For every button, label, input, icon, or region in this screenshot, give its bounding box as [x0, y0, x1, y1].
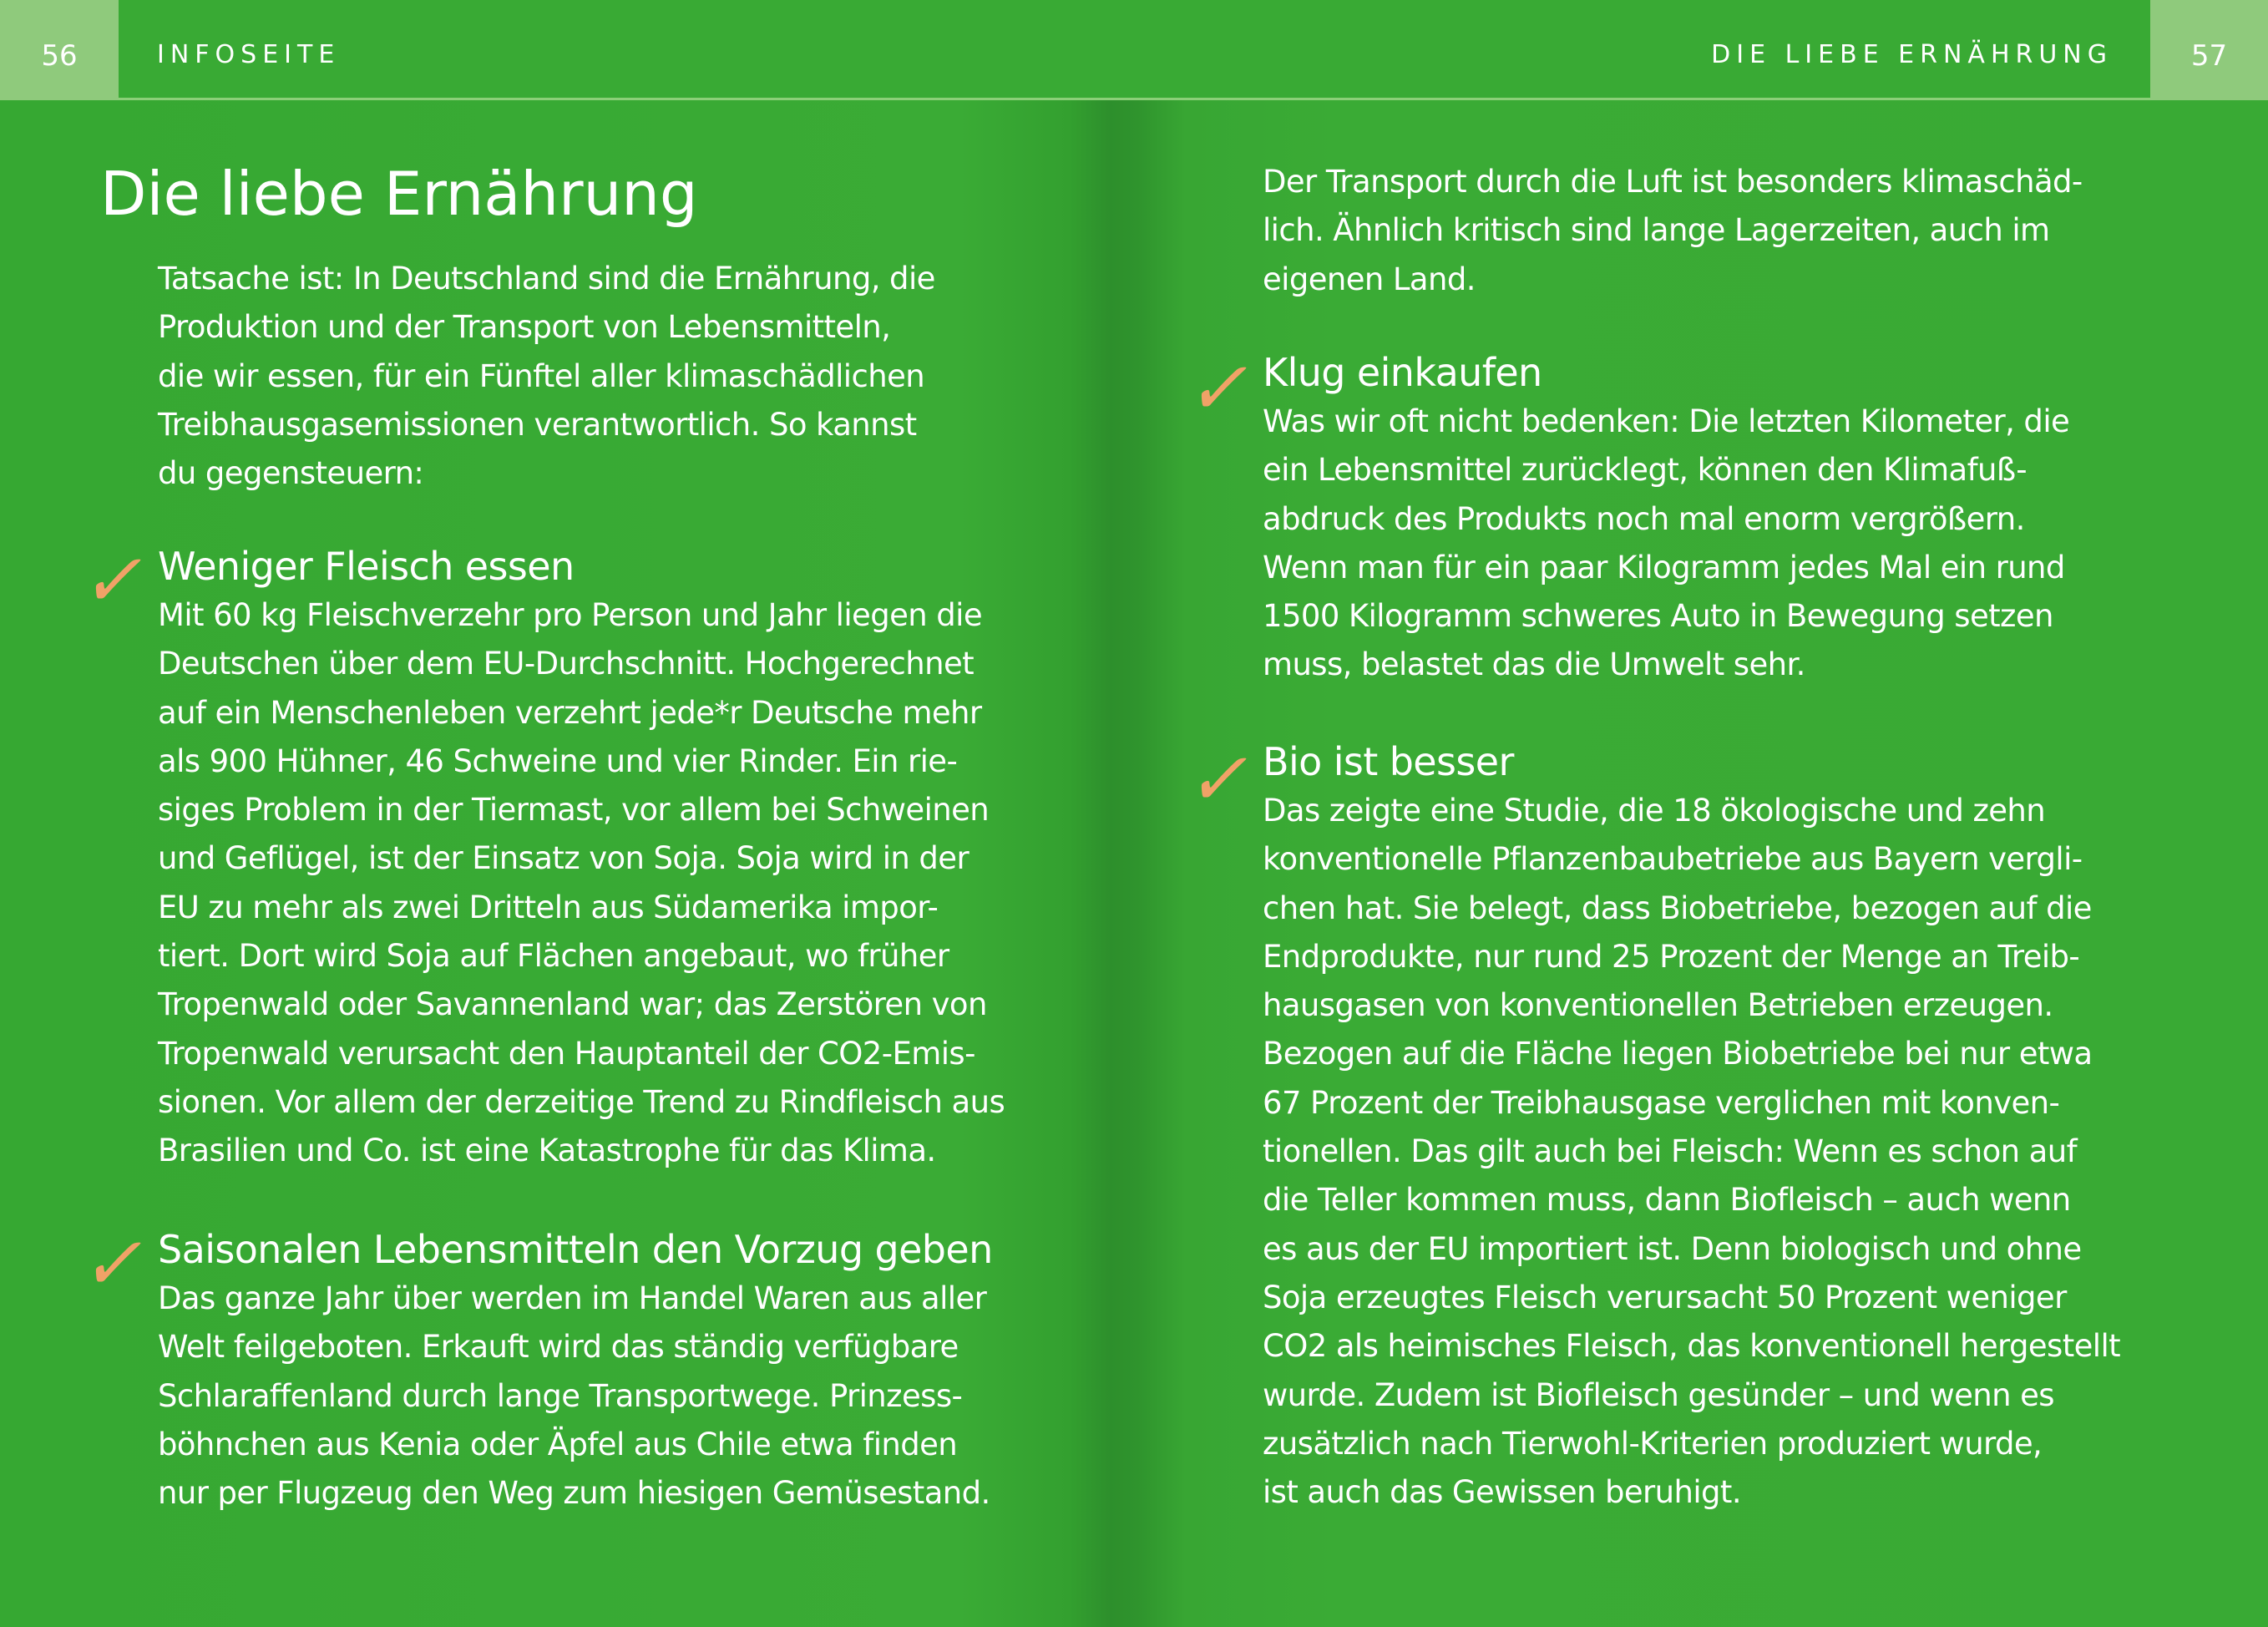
section-bio	[1263, 737, 2131, 1517]
section-heading: Saisonalen Lebensmitteln den Vorzug geben	[158, 1227, 993, 1272]
intro-paragraph	[158, 255, 1026, 498]
intro-text: Tatsache ist: In Deutschland sind die Ernährung, die Produktion und der Transport von Lebensmitteln, die wir essen, für ein Fünftel aller klimaschädlichen Treibhausgasemissionen verantwortlich. So kannst du gegensteuern:	[158, 261, 935, 492]
left-running-head: INFOSEITE	[157, 40, 341, 69]
section-klug-einkaufen	[1263, 347, 2131, 690]
checkmark-icon: ✓	[1186, 736, 1248, 822]
section-body: Das zeigte eine Studie, die 18 ökologische und zehn konventionelle Pflanzenbaubetriebe aus Bayern vergli- chen hat. Sie belegt, dass Biobetriebe, bezogen auf die Endprodukte, nur rund 25 Prozent der Menge an Treib- hausgasen von konventionellen Betrieben erzeugen. Bezogen auf die Fläche liegen Biobetriebe bei nur etwa 67 Prozent der Treibhausgase verglichen mit konven- tionellen. Das gilt auch bei Fleisch: Wenn es schon auf die Teller kommen muss, dann Biofleisch – auch wenn es aus der EU importiert ist. Denn biologisch und ohne Soja erzeugtes Fleisch verursacht 50 Prozent weniger CO2 als heimisches Fleisch, das konventionell hergestellt wurde. Zudem ist Biofleisch gesünder – und wenn es zusätzlich nach Tierwohl-Kriterien produziert wurde, ist auch das Gewissen beruhigt.	[1263, 793, 2121, 1511]
right-running-head: DIE LIEBE ERNÄHRUNG	[1711, 40, 2113, 69]
section-body: Was wir oft nicht bedenken: Die letzten Kilometer, die ein Lebensmittel zurücklegt, können den Klimafuß- abdruck des Produkts noch mal enorm vergrößern. Wenn man für ein paar Kilogramm jedes Mal ein rund 1500 Kilogramm schweres Auto in Bewegung setzen muss, belastet das die Umwelt sehr.	[1263, 403, 2070, 683]
checkmark-icon: ✓	[1186, 345, 1248, 431]
left-page-number: 56	[0, 0, 119, 100]
right-page-number: 57	[2150, 0, 2268, 100]
section-heading: Bio ist besser	[1263, 739, 1514, 784]
section-heading: Weniger Fleisch essen	[158, 544, 575, 589]
section-weniger-fleisch	[158, 541, 1026, 1176]
page-title: Die liebe Ernährung	[100, 159, 698, 229]
section-body: Das ganze Jahr über werden im Handel Waren aus aller Welt feilgeboten. Erkauft wird das ständig verfügbare Schlaraffenland durch lange Transportwege. Prinzess- böhnchen aus Kenia oder Äpfel aus Chile etwa finden nur per Flugzeug den Weg zum hiesigen Gemüsestand.	[158, 1280, 990, 1512]
checkmark-icon: ✓	[80, 1220, 142, 1306]
section-body: Mit 60 kg Fleischverzehr pro Person und Jahr liegen die Deutschen über dem EU-Durchschnitt. Hochgerechnet auf ein Menschenleben verzehrt jede*r Deutsche mehr als 900 Hühner, 46 Schweine und vier Rinder. Ein rie- siges Problem in der Tiermast, vor allem bei Schweinen und Geflügel, ist der Einsatz von Soja. Soja wird in der EU zu mehr als zwei Dritteln aus Südamerika impor- tiert. Dort wird Soja auf Flächen angebaut, wo früher Tropenwald oder Savannenland war; das Zerstören von Tropenwald verursacht den Hauptanteil der CO2-Emis- sionen. Vor allem der derzeitige Trend zu Rindfleisch aus Brasilien und Co. ist eine Katastrophe für das Klima.	[158, 597, 1005, 1169]
continuation-text: Der Transport durch die Luft ist besonders klimaschäd- lich. Ähnlich kritisch sind lange Lagerzeiten, auch im eigenen Land.	[1263, 164, 2083, 297]
checkmark-icon: ✓	[80, 537, 142, 623]
section-heading: Klug einkaufen	[1263, 350, 1542, 395]
section-saisonal	[158, 1224, 1026, 1518]
continuation-paragraph	[1263, 158, 2131, 304]
